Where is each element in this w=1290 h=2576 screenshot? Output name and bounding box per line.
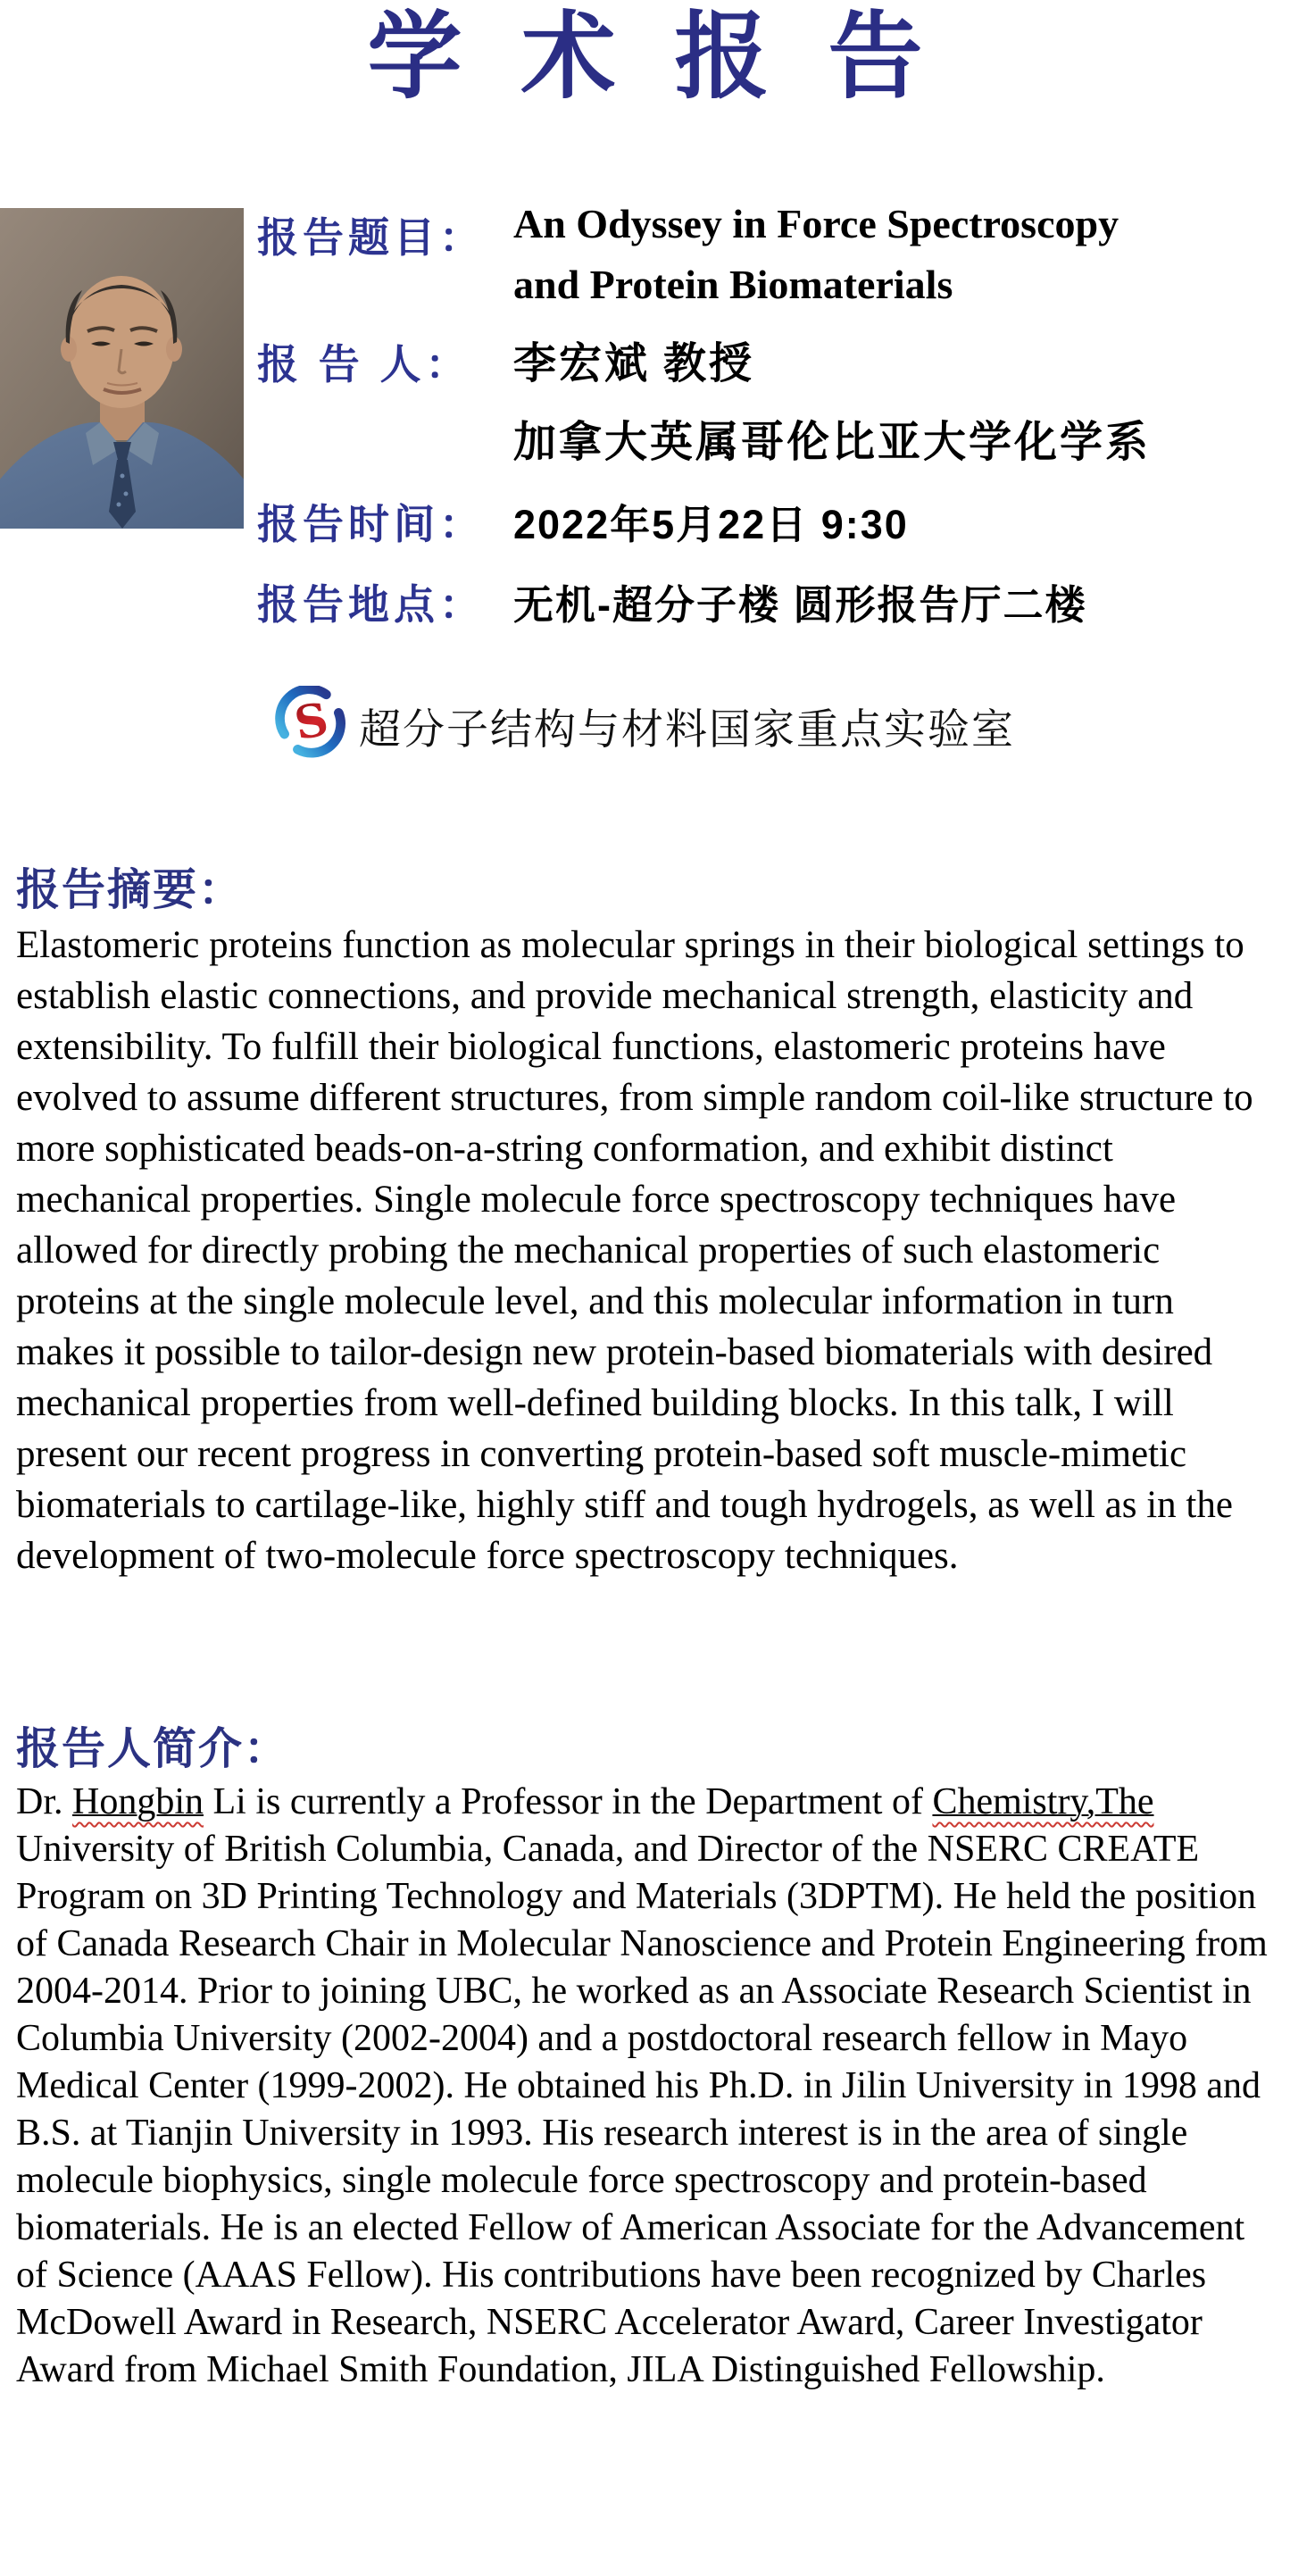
topic-label: 报告题目： (257, 214, 485, 261)
speaker-affiliation: 加拿大英属哥伦比亚大学化学系 (513, 419, 1152, 466)
abstract-heading: 报告摘要： (16, 866, 245, 914)
topic-title-line1: An Odyssey in Force Spectroscopy (513, 201, 1119, 246)
page-title: 学术报告 (367, 4, 982, 110)
speaker-photo (0, 208, 244, 529)
lab-name: 超分子结构与材料国家重点实验室 (359, 707, 1015, 754)
speaker-label: 报 告 人： (257, 341, 471, 388)
topic-title-line2: and Protein Biomaterials (513, 262, 953, 307)
bio-seg-intro: Dr. (16, 1781, 72, 1822)
speaker-name: 李宏斌 教授 (513, 340, 755, 388)
venue-value: 无机-超分子楼 圆形报告厅二楼 (513, 582, 1087, 628)
time-value: 2022年5月22日 9:30 (513, 502, 909, 547)
venue-label: 报告地点： (257, 581, 485, 628)
bio-chemistry-underlined: Chemistry,The (932, 1781, 1154, 1822)
svg-text:S: S (290, 691, 333, 751)
lab-logo-icon (275, 686, 348, 759)
abstract-body: Elastomeric proteins function as molecular springs in their biological settings to establish elastic connections, and provide mechanical strength, elasticity and extensibility. To fulfill their biological functions, elastomeric proteins have evolved to assume different structures, from simple random coil-like structure to more sophisticated beads-on-a-string conformation, and exhibit distinct mechanical properties. Single molecule force spectroscopy techniques have allowed for directly probing the mechanical properties of such elastomeric proteins at the single molecule level, and this molecular information in turn makes it possible to tailor-design new protein-based biomaterials with desired mechanical properties from well-defined building blocks. In this talk, I will present our recent progress in converting protein-based soft muscle-mimetic biomaterials to cartilage-like, highly stiff and tough hydrogels, as well as in the development of two-molecule force spectroscopy techniques. (16, 924, 1253, 1577)
bio-text (16, 1779, 1279, 2394)
swirl-logo-icon (275, 686, 348, 759)
bio-seg-mid: Li is currently a Professor in the Department of (204, 1781, 933, 1822)
time-label: 报告时间： (257, 501, 485, 547)
bio-seg-rest: University of British Columbia, Canada, and Director of the NSERC CREATE Program on 3D Printing Technology and Materials (3DPTM). He held the position of Canada Research Chair in Molecular Nanoscience and Protein Engineering from 2004-2014. Prior to joining UBC, he worked as an Associate Research Scientist in Columbia University (2002-2004) and a postdoctoral research fellow in Mayo Medical Center (1999-2002). He obtained his Ph.D. in Jilin University in 1998 and B.S. at Tianjin University in 1993. His research interest is in the area of single molecule biophysics, single molecule force spectroscopy and protein-based biomaterials. He is an elected Fellow of American Associate for the Advancement of Science (AAAS Fellow). His contributions have been recognized by Charles McDowell Award in Research, NSERC Accelerator Award, Career Investigator Award from Michael Smith Foundation, JILA Distinguished Fellowship. (16, 1829, 1268, 2390)
bio-name-underlined: Hongbin (72, 1781, 204, 1822)
bio-heading: 报告人简介： (16, 1725, 290, 1773)
speaker-portrait-image (0, 208, 244, 529)
